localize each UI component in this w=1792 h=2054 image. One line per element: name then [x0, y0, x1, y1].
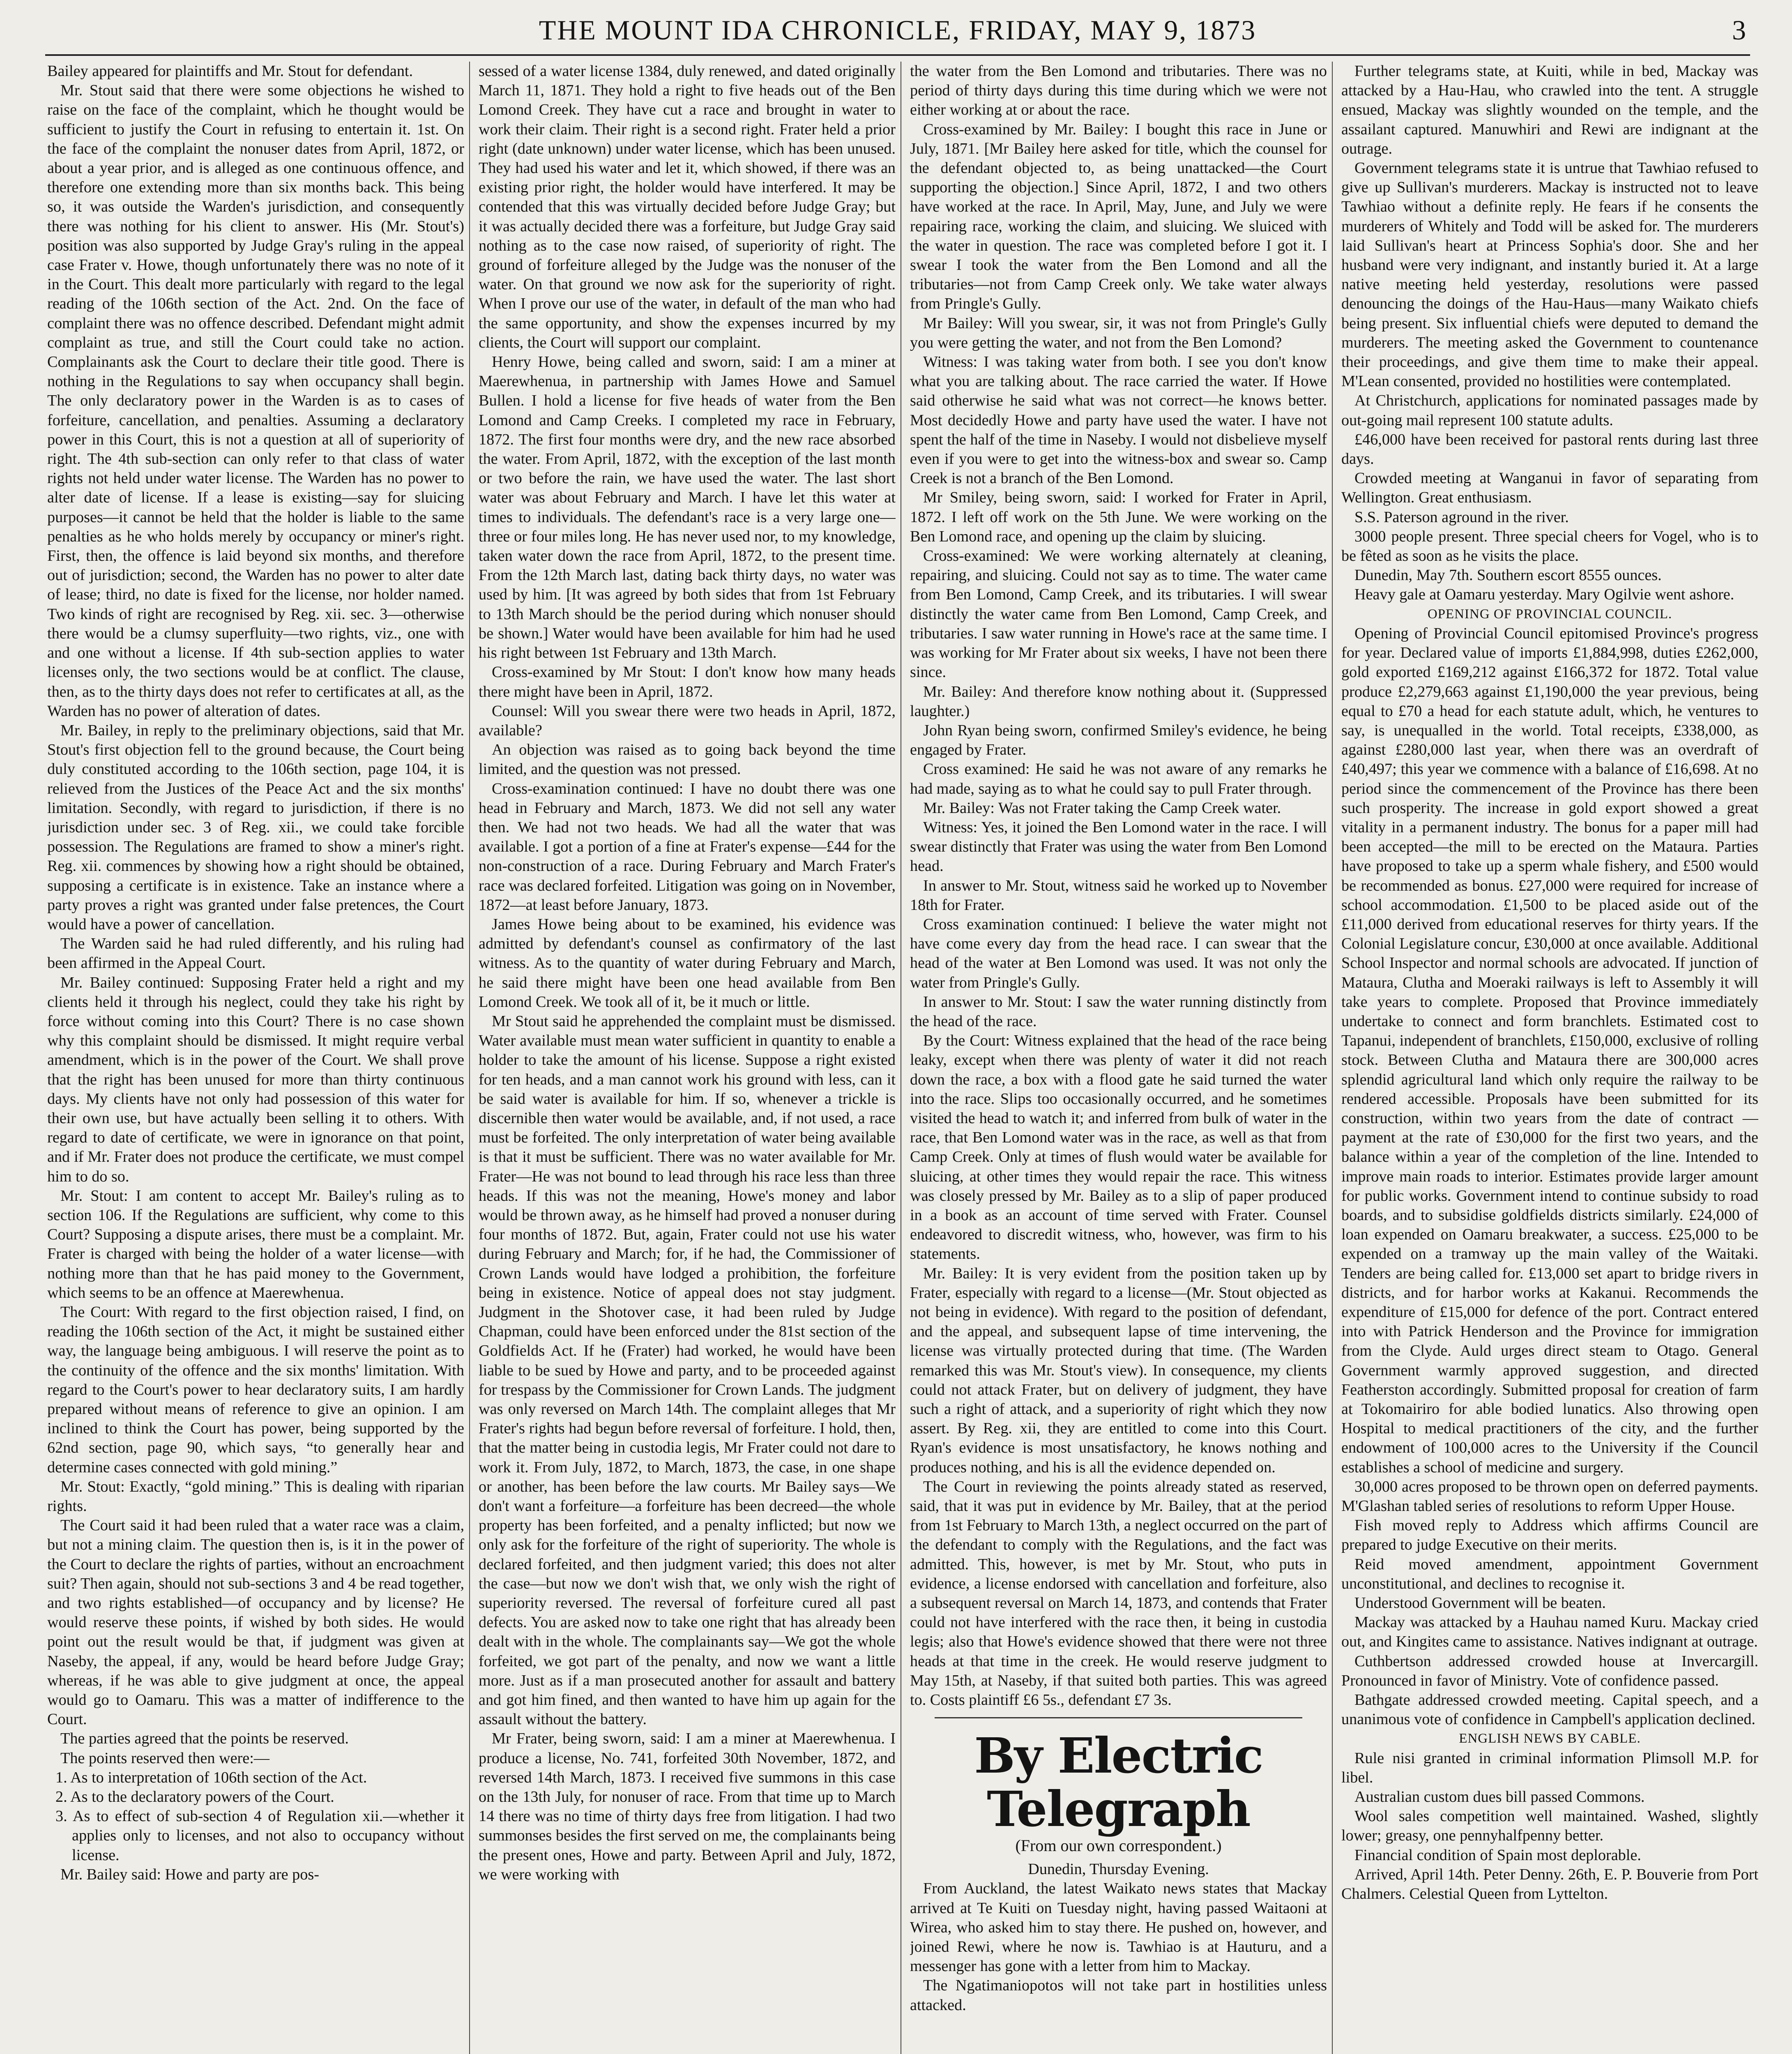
masthead-rule [45, 54, 1750, 56]
column-1 [47, 62, 464, 2054]
subheading: ENGLISH NEWS BY CABLE. [1459, 1731, 1641, 1746]
column-divider [1332, 62, 1333, 2054]
paragraph: Mr. Bailey, in reply to the preliminary objections, said that Mr. Stout's first objection fell to the ground because, the Court being duly constituted according to the 106th section, page 104, it is relieved from the Justices of the Peace Act and the six months' limitation. Secondly, with regard to jurisdiction, if there is no jurisdiction under sec. 3 of Reg. xii., we could take forcible possession. The Regulations are framed to show a miner's right. Reg. xii. commences by showing how a right should be obtained, supposing a certificate is in existence. Take an instance where a party proves a right was granted under false pretences, the Court would have a power of cancellation. [47, 721, 464, 933]
paragraph: The points reserved then were:— [60, 1749, 269, 1767]
paragraph: Mr. Stout: Exactly, “gold mining.” This is dealing with riparian rights. [47, 1478, 464, 1515]
list-item: 2. As to the declaratory powers of the Court. [55, 1788, 334, 1806]
masthead [45, 8, 1750, 53]
paragraph: James Howe being about to be examined, his evidence was admitted by defendant's counsel as confirmatory of the last witness. As to the quantity of water during February and March, he said there might have been one head available from Ben Lomond Creek. We took all of it, be it much or little. [479, 915, 896, 1011]
paragraph: Cross examination continued: I believe the water might not have come every day from the head race. I can swear that the head of the water at Ben Lomond was used. It was not only the water from Pringle's Gully. [910, 915, 1327, 991]
paragraph: 3000 people present. Three special cheers for Vogel, who is to be fêted as soon as he visits the place. [1341, 527, 1758, 565]
paragraph: Mr. Bailey continued: Supposing Frater held a right and my clients held it through his neglect, could they take his right by force without coming into this Court? There is no case shown why this complaint should be dismissed. It might require verbal amendment, which is in the power of the Court. We shall prove that the right has been unused for more than thirty continuous days. My clients have not only had possession of this water for their own use, but have actually been selling it to others. With regard to date of certificate, we were in ignorance on that point, and if Mr. Frater does not produce the certificate, we must compel him to do so. [47, 974, 464, 1185]
paragraph: Mr. Bailey: Was not Frater taking the Camp Creek water. [923, 799, 1281, 817]
paragraph: Cross-examined: We were working alternately at cleaning, repairing, and sluicing. Could not say as to time. The water came from Ben Lomond, Camp Creek, and its tributaries. I will swear distinctly the water came from Ben Lomond, Camp Creek, and tributaries. I saw water running in Howe's race at the same time. I was working for Mr Frater about six weeks, I have not been there since. [910, 547, 1327, 681]
paragraph: The Court said it had been ruled that a water race was a claim, but not a mining claim. The question then is, is it in the power of the Court to declare the rights of parties, without an encroachment suit? Then again, should not sub-sections 3 and 4 be read together, and two rights established—of occupancy and by license? He would reserve these points, if wished by both sides. He would point out the result would be that, if judgment was given at Naseby, the appeal, if any, would be heard before Judge Gray; whereas, if he was able to give judgment at once, the appeal would go to Oamaru. This was a matter of indifference to the Court. [47, 1517, 464, 1728]
newspaper-title: THE MOUNT IDA CHRONICLE, FRIDAY, MAY 9, 1873 [539, 14, 1257, 46]
paragraph: Cross-examination continued: I have no doubt there was one head in February and March, 1873. We did not sell any water then. We had not two heads. We had all the water that was available. I got a portion of a fine at Frater's expense—£44 for the non-construction of a race. During February and March Frater's race was declared forfeited. Litigation was going on in November, 1872—at least before January, 1873. [479, 780, 896, 914]
column-2 [479, 62, 896, 2054]
paragraph: Counsel: Will you swear there were two heads in April, 1872, available? [479, 702, 896, 739]
subheading: OPENING OF PROVINCIAL COUNCIL. [1427, 606, 1672, 622]
paragraph: the water from the Ben Lomond and tributaries. There was no period of thirty days during this time during which we were not either working at or about the race. [910, 62, 1327, 119]
paragraph: The Court in reviewing the points already stated as reserved, said, that it was put in evidence by Mr. Bailey, that at the period from 1st February to March 13th, a neglect occurred on the part of the defendant to comply with the Regulations, and the fact was admitted. This, however, is met by Mr. Stout, who puts in evidence, a license endorsed with cancellation and forfeiture, also a subsequent reversal on March 14, 1873, and contends that Frater could not have interfered with the race then, it being in custodia legis; also that Howe's evidence showed that there were not three heads at that time in the creek. He would reserve judgment to May 15th, at Naseby, if that suited both parties. This was agreed to. Costs plaintiff £6 5s., defendant £7 3s. [910, 1478, 1327, 1709]
paragraph: The Ngatimaniopotos will not take part in hostilities unless attacked. [910, 1977, 1327, 2014]
paragraph: Wool sales competition well maintained. Washed, slightly lower; greasy, one pennyhalfpenny better. [1341, 1808, 1758, 1844]
paragraph: Bailey appeared for plaintiffs and Mr. Stout for defendant. [47, 62, 413, 80]
paragraph: The parties agreed that the points be reserved. [60, 1730, 349, 1748]
paragraph: Mr Frater, being sworn, said: I am a miner at Maerewhenua. I produce a license, No. 741, forfeited 30th November, 1872, and reversed 14th March, 1873. I received five summons in this case on the 13th July, for nonuser of race. From that time up to March 14 there was no time of thirty days free from litigation. I had two summonses besides the first served on me, the complainants being the present ones, Howe and party. Between April and July, 1872, we were working with [479, 1730, 896, 1883]
column-4 [1341, 62, 1758, 2054]
paragraph: Bathgate addressed crowded meeting. Capital speech, and a unanimous vote of confidence in Campbell's application declined. [1341, 1691, 1758, 1728]
paragraph: Government telegrams state it is untrue that Tawhiao refused to give up Sullivan's murderers. Mackay is instructed not to leave Tawhiao without a definite reply. He fears if he consents the murderers of Whitely and Todd will be asked for. The murderers laid Sullivan's heart at Princess Sophia's door. She and her husband were very indignant, and instantly buried it. At a large native meeting held yesterday, resolutions were passed denouncing the doings of the Hau-Haus—many Waikato chiefs being present. Six influential chiefs were deputed to demand the murderers. The meeting asked the Government to countenance their proceedings, and give them time to make their appeal. M'Lean consented, provided no hostilities were contemplated. [1341, 159, 1758, 390]
paragraph: In answer to Mr. Stout, witness said he worked up to November 18th for Frater. [910, 877, 1327, 914]
list-item: 1. As to interpretation of 106th section of the Act. [55, 1768, 367, 1786]
paragraph: Witness: I was taking water from both. I see you don't know what you are talking about. The race carried the water. If Howe said otherwise he said what was not correct—he knows better. Most decidedly Howe and party have used the water. I have not spent the half of the time in Naseby. I would not disbelieve myself even if you were to get into the witness-box and swear so. Camp Creek is not a branch of the Ben Lomond. [910, 353, 1327, 487]
paragraph: Dunedin, May 7th. Southern escort 8555 ounces. [1354, 566, 1662, 584]
column-divider [469, 62, 470, 2054]
telegraph-subtitle: (From our own correspondent.) [1015, 1836, 1222, 1855]
telegraph-heading [910, 1729, 1327, 1856]
paragraph: Cross-examined by Mr. Bailey: I bought this race in June or July, 1871. [Mr Bailey here asked for title, which the counsel for the defendant objected to, as being unattacked—the Court supporting the objection.] Since April, 1872, I and two others have worked at the race. In April, May, June, and July we were repairing race, working the claim, and sluicing. We sluiced with the water in question. The race was completed before I got it. I swear I took the water from the Ben Lomond and all the tributaries—not from Camp Creek only. We take water always from Pringle's Gully. [910, 120, 1327, 313]
paragraph: Mr. Stout: I am content to accept Mr. Bailey's ruling as to section 106. If the Regulations are sufficient, why come to this Court? Supposing a dispute arises, there must be a complaint. Mr. Frater is charged with being the holder of a water license—with nothing more than that he has paid money to the Government, which seems to be an offence at Maerewhenua. [47, 1187, 464, 1301]
paragraph: Cuthbertson addressed crowded house at Invercargill. Pronounced in favor of Ministry. Vote of confidence passed. [1341, 1652, 1758, 1689]
list-item: 3. As to effect of sub-section 4 of Regulation xii.—whether it applies only to licenses, and not also to occupancy without license. [55, 1808, 464, 1864]
paragraph: Mr. Bailey said: Howe and party are pos- [60, 1865, 319, 1883]
paragraph: Arrived, April 14th. Peter Denny. 26th, E. P. Bouverie from Port Chalmers. Celestial Queen from Lyttelton. [1341, 1865, 1758, 1903]
paragraph: By the Court: Witness explained that the head of the race being leaky, except when there was plenty of water it did not reach down the race, a box with a flood gate he said turned the water into the race. Slips too occasionally occurred, and he sometimes visited the head to watch it; and inferred from bulk of water in the race, that Ben Lomond water was in the race, as well as that from Camp Creek. Only at times of flush would water be available for sluicing, at other times they would repair the race. This witness was closely pressed by Mr. Bailey as to a slip of paper produced in a book as an account of time served with Frater. Counsel endeavored to discredit witness, who, however, was firm to his statements. [910, 1032, 1327, 1263]
paragraph: The Warden said he had ruled differently, and his ruling had been affirmed in the Appeal Court. [47, 935, 464, 972]
paragraph: Opening of Provincial Council epitomised Province's progress for year. Declared value of imports £1,884,998, duties £262,000, gold exported £169,212 against £166,372 for 1872. Total value produce £2,279,663 against £1,190,000 the year previous, being equal to £70 a head for each statute adult, which, he ventures to say, is unequalled in the world. Total receipts, £338,000, as against £280,000 last year, when there was an overdraft of £40,497; this year we commence with a balance of £16,698. At no period since the commencement of the Province has there been such prosperity. The increase in gold export showed a great vitality in a permanent industry. The bonus for a paper mill had been accepted—the mill to be erected on the Mataura. Parties have proposed to take up a sperm whale fishery, and £500 would be recommended as bonus. £27,000 were required for increase of school accommodation. £1,500 to be placed aside out of the £11,000 derived from educational reserves for thirty years. If the Colonial Legislature concur, £30,000 at once available. Additional School Inspector and normal schools are advocated. If junction of Mataura, Clutha and Moeraki railways is left to Assembly it will take years to complete. Proposed that Province immediately undertake to connect and form branchlets. Estimated cost to Tapanui, independent of branchlets, £150,000, exclusive of rolling stock. Between Clutha and Mataura there are 300,000 acres splendid agricultural land which only require the railway to be rendered accessible. Proposals have been submitted for its construction, within two years from the date of contract — payment at the rate of £30,000 for the first two years, and the balance within a year of the completion of the line. Intended to improve main roads to interior. Estimates provide larger amount for public works. Government intend to continue subsidy to road boards, and to subsidise goldfields districts similarly. £24,000 of loan expended on Oamaru breakwater, a success. £25,000 to be expended on a tramway up the main valley of the Waitaki. Tenders are being called for. £13,000 set apart to bridge rivers in districts, and for harbor works at Kakanui. Recommends the expenditure of £15,000 for defence of the port. Contract entered into with Patrick Henderson and the Province for immigration from the Clyde. Auld urges direct steam to Otago. General Government warmly approved suggestion, and directed Featherston accordingly. Submitted proposal for creation of farm at Tokomairiro for able bodied lunatics. Also throwing open Hospital to medical practitioners of the city, and the further endowment of 100,000 acres to the University if the Council establishes a school of medicine and surgery. [1341, 624, 1758, 1476]
paragraph: From Auckland, the latest Waikato news states that Mackay arrived at Te Kuiti on Tuesday night, having passed Waitaoni at Wirea, who asked him to stay there. He pushed on, however, and joined Rewi, where he now is. Tawhiao is at Hauturu, and a messenger has gone with a letter from him to Mackay. [910, 1880, 1327, 1975]
paragraph: Fish moved reply to Address which affirms Council are prepared to judge Executive on their merits. [1341, 1517, 1758, 1554]
paragraph: Mackay was attacked by a Hauhau named Kuru. Mackay cried out, and Kingites came to assistance. Natives indignant at outrage. [1341, 1614, 1758, 1651]
dateline: Dunedin, Thursday Evening. [1028, 1861, 1209, 1878]
paragraph: Mr Smiley, being sworn, said: I worked for Frater in April, 1872. I left off work on the 5th June. We were working on the Ben Lomond race, and opening up the claim by sluicing. [910, 489, 1327, 545]
paragraph: Witness: Yes, it joined the Ben Lomond water in the race. I will swear distinctly that Frater was using the water from Ben Lomond head. [910, 818, 1327, 875]
paragraph: Understood Government will be beaten. [1354, 1594, 1606, 1612]
paragraph: Crowded meeting at Wanganui in favor of separating from Wellington. Great enthusiasm. [1341, 470, 1758, 507]
paragraph: Cross examined: He said he was not aware of any remarks he had made, saying as to what he could say to pull Frater through. [910, 760, 1327, 797]
paragraph: Mr Bailey: Will you swear, sir, it was not from Pringle's Gully you were getting the water, and not from the Ben Lomond? [910, 314, 1327, 351]
paragraph: Mr Stout said he apprehended the complaint must be dismissed. Water available must mean water sufficient in quantity to enable a holder to take the amount of his license. Suppose a right existed for ten heads, and a man cannot work his ground with less, can it be said water is available for him. If so, whenever a trickle is discernible then water would be available, and, if not used, a race must be forfeited. The only interpretation of water being available is that it must be sufficient. There was no water available for Mr. Frater—He was not bound to lead through his race less than three heads. If this was not the meaning, Howe's money and labor would be thrown away, as he himself had proved a nonuser during four months of 1872. But, again, Frater could not use his water during February and March; for, if he had, the Commissioner of Crown Lands would have lodged a prohibition, the forfeiture being in existence. Notice of appeal does not stay judgment. Judgment in the Shotover case, it had been ruled by Judge Chapman, could have been enforced under the 81st section of the Goldfields Act. If he (Frater) had worked, he would have been liable to be sued by Howe and party, and to be proceeded against for trespass by the Commissioner for Crown Lands. The judgment was only reversed on March 14th. The complaint alleges that Mr Frater's rights had begun before reversal of forfeiture. I hold, then, that the matter being in custodia legis, Mr Frater could not dare to work it. From July, 1872, to March, 1873, the case, in one shape or another, has been before the law courts. Mr Bailey says—We don't want a forfeiture—a forfeiture has been decreed—the whole property has been forfeited, and a penalty inflicted; but now we only ask for the forfeiture of the right of superiority. The whole is declared forfeited, and then judgment varied; this does not alter the case—but now we don't wish that, we only wish the right of superiority reversed. The reversal of forfeiture cured all past defects. You are asked now to take one right that has already been dealt with in the whole. The complainants say—We got the whole forfeited, we got part of the penalty, and now we want a little more. Just as if a man prosecuted another for assault and battery and got him fined, and then wanted to have him up again for the assault without the battery. [479, 1012, 896, 1728]
paragraph: £46,000 have been received for pastoral rents during last three days. [1341, 431, 1758, 468]
paragraph: The Court: With regard to the first objection raised, I find, on reading the 106th section of the Act, it might be sustained either way, the language being ambiguous. I will reserve the point as to the continuity of the offence and the six months' limitation. With regard to the Court's power to hear declaratory suits, I am hardly prepared without means of reference to give an opinion. I am inclined to think the Court has power, being supported by the 62nd section, page 90, which says, “to generally hear and determine cases connected with gold mining.” [47, 1303, 464, 1476]
telegraph-title: By Electric Telegraph [974, 1727, 1263, 1838]
paragraph: 30,000 acres proposed to be thrown open on deferred payments. M'Glashan tabled series of resolutions to reform Upper House. [1341, 1478, 1758, 1515]
paragraph: At Christchurch, applications for nominated passages made by out-going mail represent 100 statute adults. [1341, 392, 1758, 429]
paragraph: Reid moved amendment, appointment Government unconstitutional, and declines to recognise it. [1341, 1555, 1758, 1592]
column-3 [910, 62, 1327, 2054]
page-number: 3 [1732, 14, 1746, 46]
paragraph: Mr. Bailey: And therefore know nothing about it. (Suppressed laughter.) [910, 683, 1327, 720]
paragraph: An objection was raised as to going back beyond the time limited, and the question was not pressed. [479, 741, 896, 778]
paragraph: Rule nisi granted in criminal information Plimsoll M.P. for libel. [1341, 1749, 1758, 1786]
paragraph: sessed of a water license 1384, duly renewed, and dated originally March 11, 1871. They hold a right to five heads out of the Ben Lomond Creek. They have cut a race and brought in water to work their claim. Their right is a second right. Frater held a prior right (date unknown) under water license, which has been unused. They had used his water and let it, which showed, if there was an existing prior right, the holder would have interfered. It may be contended that this was virtually decided before Judge Gray; but it was actually decided there was a forfeiture, but Judge Gray said nothing as to the case now raised, of superiority of right. The ground of forfeiture alleged by the Judge was the nonuser of the water. On that ground we now ask for the superiority of right. When I prove our use of the water, in default of the man who had the same opportunity, and show the expenses incurred by my clients, the Court will support our complaint. [479, 62, 896, 351]
paragraph: Financial condition of Spain most deplorable. [1354, 1846, 1641, 1864]
paragraph: Mr. Bailey: It is very evident from the position taken up by Frater, especially with regard to a license—(Mr. Stout objected as not being in evidence). With regard to the position of defendant, and the appeal, and subsequent lapse of time intervening, the license was virtually protected during that time. (The Warden remarked this was Mr. Stout's view). In consequence, my clients could not attack Frater, but on delivery of judgment, they have such a right of attack, and a superiority of right which they now assert. By Reg. xii, they are entitled to come into this Court. Ryan's evidence is most unsatisfactory, he knows nothing and produces nothing, and his is all the evidence depended on. [910, 1264, 1327, 1476]
paragraph: Heavy gale at Oamaru yesterday. Mary Ogilvie went ashore. [1354, 586, 1734, 603]
paragraph: Henry Howe, being called and sworn, said: I am a miner at Maerewhenua, in partnership with James Howe and Samuel Bullen. I hold a license for five heads of water from the Ben Lomond and Camp Creeks. I completed my race in February, 1872. The first four months were dry, and the new race absorbed the water. From April, 1872, with the exception of the last month or two before the rain, we have used the water. The last short water was about February and March. I have let this water at times to individuals. The defendant's race is a very large one—three or four miles long. He has never used nor, to my knowledge, taken water down the race from April, 1872, to the present time. From the 12th March last, dating back thirty days, no water was used by him. [It was agreed by both sides that from 1st February to 13th March should be the period during which nonuser should be shown.] Water would have been available for him had he used his right between 1st February and 13th March. [479, 353, 896, 662]
paragraph: Mr. Stout said that there were some objections he wished to raise on the face of the complaint, which he thought would be sufficient to justify the Court in refusing to entertain it. 1st. On the face of the complaint the nonuser dates from April, 1872, or about a year prior, and is alleged as one continuous offence, and therefore one extending more than six months back. This being so, it was outside the Warden's jurisdiction, and consequently there was nothing for his client to answer. His (Mr. Stout's) position was also supported by Judge Gray's ruling in the appeal case Frater v. Howe, though unfortunately there was no note of it in the Court. This dealt more particularly with regard to the legal reading of the 106th section of the Act. 2nd. On the face of complaint there was no offence described. Defendant might admit complaint as true, and still the Court could take no action. Complainants ask the Court to declare their title good. There is nothing in the Regulations to say when occupancy shall begin. The only declaratory power in the Warden is as to cases of forfeiture, cancellation, and penalties. Assuming a declaratory power in this Court, this is not a question at all of superiority of right. The 4th sub-section can only refer to that class of water rights not held under water license. The Warden has no power to alter date of license. If a lease is existing—say for sluicing purposes—it cannot be held that the holder is liable to the same penalties as he who holds merely by occupancy or miner's right. First, then, the offence is laid beyond six months, and therefore out of jurisdiction; second, the Warden has no power to alter date of lease; third, no date is fixed for the license, nor holder named. Two kinds of right are recognised by Reg. xii. sec. 3—otherwise there would be a clumsy superfluity—two rights, viz., one with and one without a license. If 4th sub-section applies to water licenses only, the two sections would be at conflict. The clause, then, as to the thirty days does not refer to certificates at all, as the Warden has no power of alteration of dates. [47, 82, 464, 720]
paragraph: Australian custom dues bill passed Commons. [1354, 1788, 1645, 1806]
paragraph: S.S. Paterson aground in the river. [1354, 508, 1569, 526]
section-rule [935, 1717, 1302, 1718]
paragraph: John Ryan being sworn, confirmed Smiley's evidence, he being engaged by Frater. [910, 721, 1327, 759]
paragraph: Cross-examined by Mr Stout: I don't know how many heads there might have been in April, 1872. [479, 663, 896, 700]
paragraph: Further telegrams state, at Kuiti, while in bed, Mackay was attacked by a Hau-Hau, who crawled into the tent. A struggle ensued, Mackay was slightly wounded on the temple, and the assailant captured. Manuwhiri and Rewi are indignant at the outrage. [1341, 62, 1758, 157]
paragraph: In answer to Mr. Stout: I saw the water running distinctly from the head of the race. [910, 993, 1327, 1030]
